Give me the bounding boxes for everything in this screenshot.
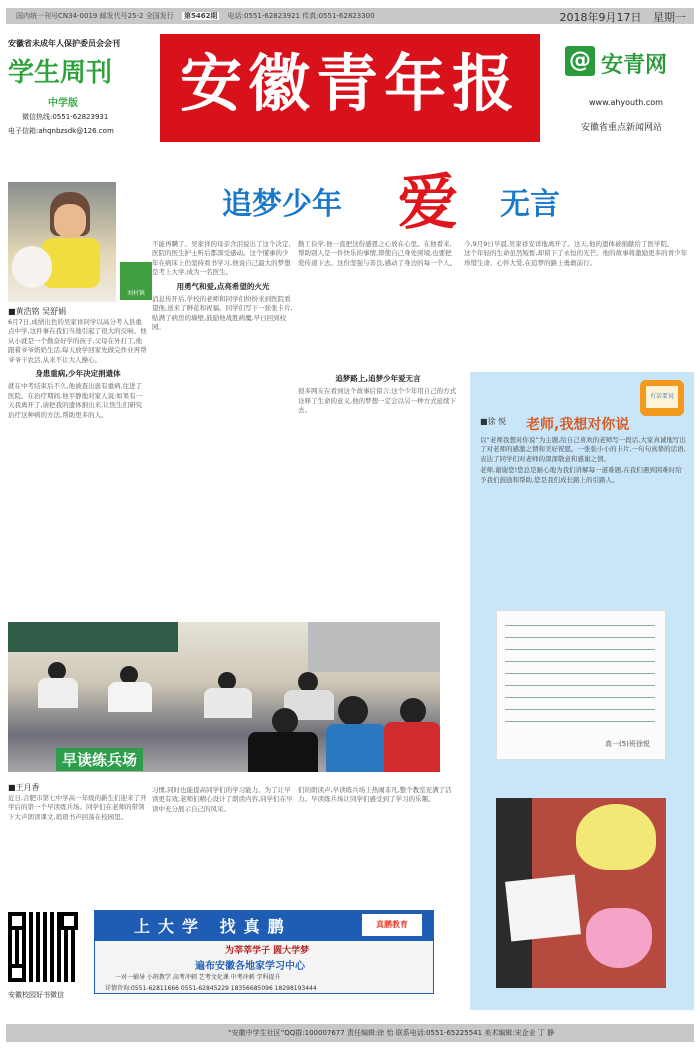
- phone-info: 电话:0551-62823921 传真:0551-62823300: [227, 12, 375, 20]
- article1-subhead-3: 追梦路上,追梦少年爱无言: [335, 374, 421, 383]
- masthead: [160, 34, 540, 142]
- ad-banner-text: 上大学 找真鹏: [134, 917, 292, 936]
- publication-info: 国内统一刊号CN34-0019 邮发代号25-2 全国发行 第5462期 电话:0551-62823921 传真:0551-62823300: [16, 12, 375, 20]
- teacher-sidebar: [470, 372, 694, 1010]
- article2-column-2: 习惯,同时也能提高同学们的学习能力。为了让早读更有效,老师们精心设计了朗读内容,同学们在早读中充分展示自己的风采。: [152, 786, 293, 813]
- qr-code[interactable]: [8, 912, 78, 982]
- ad-body: [94, 940, 434, 994]
- edition-label: 中学版: [48, 98, 78, 109]
- article2-column-1: 近日,合肥市第七中学高一年级的新生们迎来了开学后的第一个早读练兵场。同学们在老师的带领下大声朗读课文,琅琅书声回荡在校园里。: [8, 794, 147, 821]
- website-header: [555, 34, 693, 142]
- message-cards-photo: [496, 798, 666, 988]
- photo-dog: [12, 246, 52, 288]
- contact-email: 电子信箱:ahqnbzsdk@126.com: [8, 127, 114, 135]
- issue-number: 第5462期: [183, 12, 218, 20]
- article1-column-1: 6月7日,成绩出色的吴家祥同学以高分考入县重点中学,这件事在我们当地引起了很大的反响。他从小就是一个勤奋好学的孩子,父母在外打工,他跟着爷爷奶奶生活,每天放学回家先做完作业再帮爷爷干农活,从来不让大人操心。 身患重病,少年决定捐遗体 就在中考结束后不久,他被查出患有重病,住进了医院。在治疗期间,他平静地对家人说:如果有一天我离开了,请把我的遗体捐出来,让医生们研究治疗这种病的方法,帮助更多的人。: [8, 318, 147, 419]
- headline-part3: 无言: [500, 187, 560, 222]
- article1-byline: ■黄浩铭 吴舒娟: [8, 307, 67, 316]
- advertisement[interactable]: [94, 910, 434, 994]
- town-logo-label: 刘村镇: [126, 290, 145, 297]
- section-header: [8, 34, 153, 142]
- photo-yellow-card: [576, 804, 656, 870]
- article2-column-3: 们的朗读声,早读练兵场上热闹非凡,整个教室充满了活力。早读练兵场让同学们感受到了学习的乐趣。: [298, 786, 452, 804]
- site-tagline: 安徽省重点新闻网站: [581, 123, 663, 133]
- ad-badge: 真鹏教育: [362, 914, 422, 936]
- photo-face: [54, 204, 86, 238]
- article1-column-2: 不能再瞒了。吴家祥的母亲含泪说出了这个决定,医院的医生护士听后都深受感动。这个懂事的少年在病床上仍坚持看书学习,他说自己最大的梦想是考上大学,成为一名医生。 用勇气和爱,点亮希望的火光 消息传开后,学校的老师和同学们纷纷来到医院看望他,送来了鲜花和祝福。同学们写下一张张卡片,贴满了病房的墙壁,鼓励他战胜病魔,早日回到校园。: [152, 240, 293, 332]
- sidebar-title: 老师,我想对你说: [526, 417, 630, 433]
- sidebar-byline: ■徐 悦: [480, 417, 507, 426]
- newspaper-title: 安徽青年报: [179, 47, 520, 120]
- qr-caption: 安徽校园好书微信: [8, 991, 64, 999]
- article1-column-4: 今,9月9日早晨,吴家祥安详地离开了。这天,他的遗体被捐献给了医学院。 这个年轻的生命虽然短暂,却留下了永恒的光芒。他的故事将激励更多的青少年珍惜生命、心怀大爱,在追梦的路上勇敢前行。: [464, 240, 688, 267]
- article1-column-3: 勤工俭学,他一直把这份感恩之心放在心里。在他看来,帮助别人是一件快乐的事情,即使自己身处困境,也要把爱传递下去。这份坚强与善良,感动了身边的每一个人。: [298, 240, 457, 267]
- tv-screen-label: 有话要说: [646, 386, 678, 408]
- ad-center-name: 遍布安徽各地家学习中心: [195, 961, 305, 972]
- article1-subhead-1: 身患重病,少年决定捐遗体: [35, 369, 121, 379]
- article2-byline: ■王月香: [8, 783, 40, 792]
- at-icon: @: [565, 46, 595, 76]
- photo-blackboard: [8, 622, 178, 652]
- footer-credits: “安徽中学生社区”QQ群:100007677 责任编辑:徐 怡 联系电话:0551-65225541 美术编辑:宋企业 丁 静: [228, 1029, 555, 1037]
- article1-subhead-2: 用勇气和爱,点亮希望的火光: [176, 281, 270, 291]
- photo-window: [308, 622, 440, 672]
- handwritten-note: [496, 610, 666, 760]
- photo-student-body: [248, 732, 318, 772]
- sponsor-line: 安徽省未成年人保护委员会会刊: [8, 39, 120, 48]
- ad-courses: 一对一辅导 小班教学 高考冲刺 艺考文化课 中考冲刺 学科提升: [115, 974, 281, 981]
- page-footer: [6, 1024, 694, 1042]
- photo-paper-note: [505, 875, 581, 942]
- photo-student: [298, 672, 318, 692]
- contact-wechat: 微信热线:0551-62823931: [22, 113, 109, 121]
- photo-student-body: [108, 682, 152, 712]
- photo-caption: 早读练兵场: [56, 748, 143, 771]
- tv-icon: [640, 380, 684, 416]
- site-logo-text: 安青网: [601, 53, 668, 78]
- headline-part1: 追梦少年: [222, 187, 342, 222]
- photo-student-body: [204, 688, 252, 718]
- photo-student: [338, 696, 368, 726]
- classroom-photo: [8, 622, 440, 772]
- article1-column-3b: 追梦路上,追梦少年爱无言 很多网友在看到这个故事后留言:这个少年用自己的方式诠释了生命的意义,他的梦想一定会以另一种方式延续下去。: [298, 374, 457, 415]
- site-logo[interactable]: [565, 46, 693, 76]
- photo-student-body: [326, 724, 386, 772]
- sidebar-body: 以“老师我想对你说”为主题,给自己喜欢的老师写一段话,大家真诚地写出了对老师的感激之情和美好祝愿。一张张小小的卡片,一句句真挚的话语,表达了同学们对老师的深深敬意和感谢之情。 老师,谢谢您!您总是耐心地为我们讲解每一道难题,在我们遇到困难时给予我们鼓励和帮助,您是我们成长路上的引路人。: [480, 436, 686, 484]
- town-logo: [120, 262, 152, 300]
- ad-banner: [94, 910, 434, 940]
- ad-phone: 详情咨询:0551-62811666 0551-62845229 18356685096 18298193444: [105, 985, 317, 992]
- photo-pink-heart: [586, 908, 652, 968]
- student-photo: [8, 182, 116, 302]
- headline-love: 爱: [398, 168, 458, 238]
- photo-student: [400, 698, 426, 724]
- photo-student-body: [38, 678, 78, 708]
- site-url[interactable]: www.ahyouth.com: [589, 98, 663, 107]
- ad-slogan: 为莘莘学子 圆大学梦: [225, 946, 310, 956]
- main-headline: [150, 155, 695, 238]
- photo-student: [272, 708, 298, 734]
- issue-date: 2018年9月17日 星期一: [559, 11, 686, 24]
- section-title: 学生周刊: [8, 58, 113, 88]
- note-signature: 高一(5)班徐悦: [605, 740, 650, 748]
- photo-student-body: [384, 722, 440, 772]
- top-info-bar: [6, 8, 694, 24]
